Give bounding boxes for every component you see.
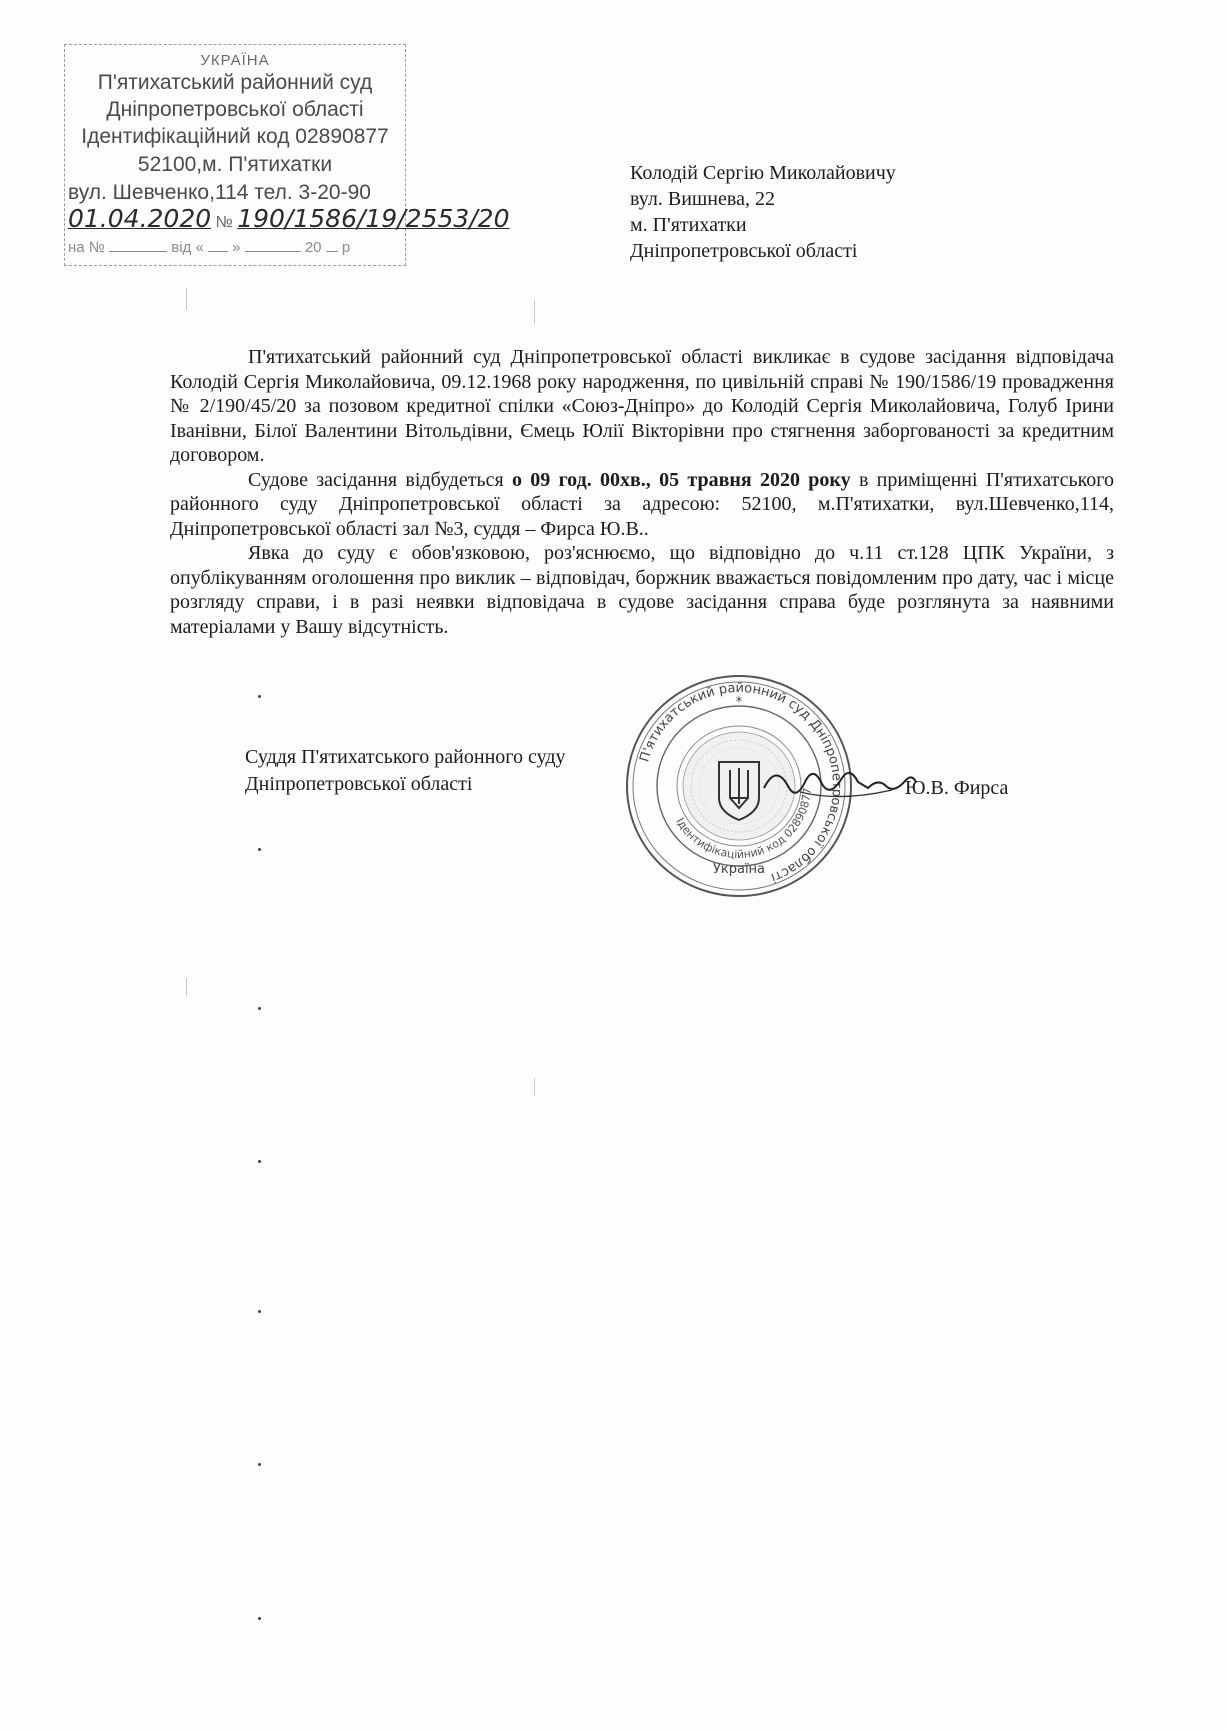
summons-body (170, 345, 1114, 639)
addressee-name: Колодій Сергію Миколайовичу (630, 162, 896, 184)
stamp-region: Дніпропетровської області (106, 98, 364, 121)
reply-month-blank (245, 239, 301, 252)
scan-mark (534, 300, 535, 324)
addressee-block (630, 160, 896, 264)
punch-mark (258, 1007, 261, 1010)
punch-mark (258, 695, 261, 698)
summons-paragraph-1: П'ятихатський районний суд Дніпропетровської області викликає в судове засідання відповідача Колодій Сергія Миколайовича, 09.12.1968 року народження, по цивільній справі № 190/1586/19 провадження № 2/190/45/20 за позовом кредитної спілки «Союз-Дніпро» до Колодій Сергія Миколайовича, Голуб Ірини Іванівни, Білої Валентини Вітольдівни, Ємець Юлії Вікторівни про стягнення заборгованості за кредитним договором. (170, 346, 1114, 466)
seal-bottom-text: Україна (712, 862, 766, 877)
seal-outer-text: П'ятихатський районний суд Дніпропетровської області (637, 680, 845, 886)
addressee-street: вул. Вишнева, 22 (630, 188, 775, 210)
reply-number-blank (109, 239, 167, 252)
seal-star-top: * (735, 695, 743, 710)
reply-year-blank (326, 239, 338, 252)
reply-year-suffix: р (341, 239, 351, 256)
seal-inner-text: Ідентифікаційний код 02890877 (673, 787, 815, 862)
stamp-reply-reference: на № від « » 20 р (68, 239, 351, 256)
judge-title (245, 744, 566, 798)
judge-name: Ю.В. Фирса (905, 777, 1009, 799)
reply-from-label: від « (171, 239, 204, 256)
scan-mark (186, 978, 187, 996)
outgoing-date: 01.04.2020 (68, 204, 212, 233)
summons-paragraph-2 (170, 468, 1114, 542)
judge-title-line-1: Суддя П'ятихатського районного суду (245, 746, 566, 768)
outgoing-number: 190/1586/19/2553/20 (237, 204, 510, 233)
addressee-region: Дніпропетровської області (630, 240, 858, 262)
stamp-country: УКРАЇНА (200, 52, 270, 69)
reply-number-label: на № (68, 239, 105, 256)
scan-mark (186, 288, 187, 310)
judge-signature (760, 758, 920, 808)
reply-year: 20 (304, 239, 322, 256)
punch-mark (258, 1463, 261, 1466)
reply-day-blank (208, 239, 228, 252)
hearing-intro: Судове засідання відбудеться (248, 468, 513, 491)
stamp-id-code: Ідентифікаційний код 02890877 (81, 125, 389, 148)
addressee-city: м. П'ятихатки (630, 214, 747, 236)
punch-mark (258, 1617, 261, 1620)
outgoing-number-label: № (215, 214, 233, 231)
summons-paragraph-3: Явка до суду є обов'язковою, роз'яснюємо, що відповідно до ч.11 ст.128 ЦПК України, з опублікуванням оголошення про виклик – відповідач, боржник вважається повідомленим про дату, час і місце розгляду справи, і в разі неявки відповідача в судове засідання справа буде розглянута за наявними матеріалами у Вашу відсутність. (170, 542, 1114, 638)
punch-mark (258, 1160, 261, 1163)
scan-mark (534, 1078, 535, 1096)
punch-mark (258, 848, 261, 851)
stamp-street: вул. Шевченко,114 тел. 3-20-90 (68, 181, 371, 204)
judge-title-line-2: Дніпропетровської області (245, 773, 473, 795)
punch-mark (258, 1310, 261, 1313)
hearing-location: в приміщенні П'ятихатського районного суду Дніпропетровської області за адресою: 52100, м.П'ятихатки, вул.Шевченко,114, Дніпропетровської області зал №3, суддя – Фирса Ю.В.. (170, 468, 1114, 540)
stamp-outgoing-reference (64, 204, 510, 233)
court-corner-stamp (64, 44, 510, 266)
stamp-court-name: П'ятихатський районний суд (97, 71, 373, 94)
hearing-date-time: о 09 год. 00хв., 05 травня 2020 року (512, 468, 851, 491)
stamp-city: 52100,м. П'ятихатки (137, 153, 333, 176)
